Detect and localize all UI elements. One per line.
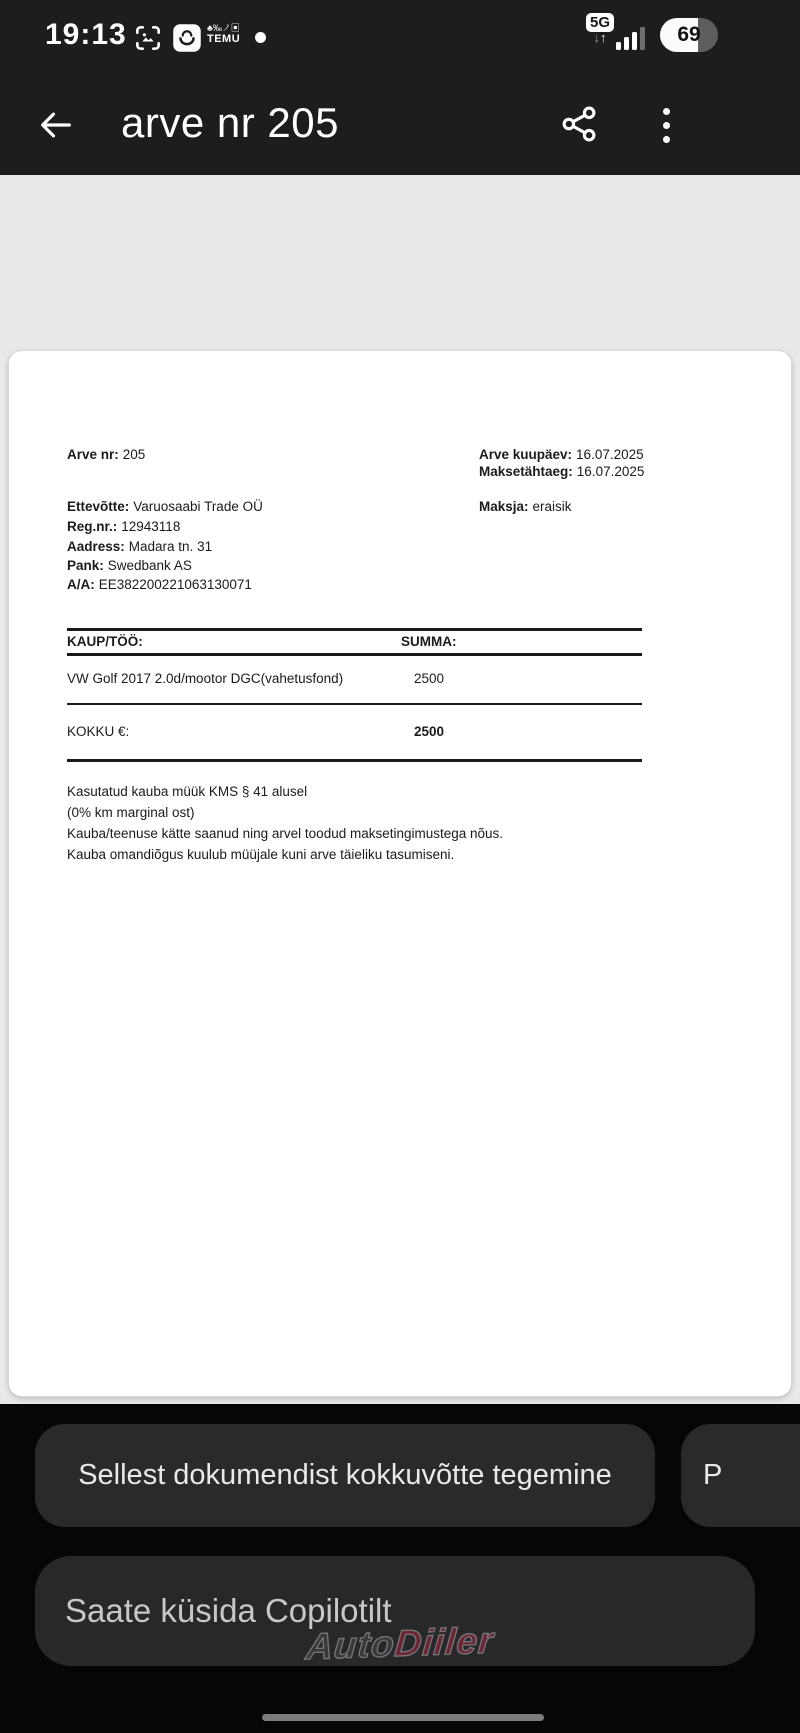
invoice-page — [8, 350, 792, 1397]
copilot-suggestion-summarize[interactable] — [35, 1424, 655, 1527]
address-field: Aadress: Madara tn. 31 — [67, 539, 213, 554]
company-field: Ettevõtte: Varuosaabi Trade OÜ — [67, 499, 263, 514]
battery-indicator — [660, 18, 718, 52]
table-row-sum: 2500 — [414, 671, 445, 686]
invoice-number-field: Arve nr: 205 — [67, 447, 146, 462]
total-label: KOKKU €: — [67, 724, 130, 739]
copilot-bottom-sheet — [0, 1404, 800, 1733]
terms-line: Kauba/teenuse kätte saanud ning arvel toodud maksetingimustega nõus. — [67, 826, 504, 841]
document-scroll-area[interactable] — [0, 175, 800, 1404]
invoice-date-field: Arve kuupäev: 16.07.2025 — [479, 447, 644, 462]
terms-line: Kasutatud kauba müük KMS § 41 alusel — [67, 784, 308, 799]
signal-strength-icon — [616, 26, 645, 50]
reg-number-field: Reg.nr.: 12943118 — [67, 519, 181, 534]
app-bar — [0, 75, 800, 175]
share-button[interactable] — [558, 103, 600, 145]
temu-word: TEMU — [207, 33, 241, 45]
table-border — [67, 759, 642, 762]
temu-bag-icon — [172, 23, 202, 53]
payer-field: Maksja: eraisik — [479, 499, 572, 514]
clock: 19:13 — [45, 18, 127, 51]
screenshot-icon — [132, 22, 164, 54]
battery-percent: 69 — [677, 23, 701, 46]
terms-line: (0% km marginal ost) — [67, 805, 195, 820]
suggestion-label: P — [703, 1459, 723, 1491]
table-border — [67, 653, 642, 656]
ask-placeholder: Saate küsida Copilotilt — [65, 1592, 392, 1629]
table-border — [67, 628, 642, 631]
gesture-bar[interactable] — [262, 1714, 544, 1721]
5g-badge: 5G — [586, 13, 614, 32]
table-header-sum: SUMMA: — [401, 634, 457, 649]
status-bar — [0, 0, 800, 75]
watermark-diiler: Diiler — [393, 1619, 496, 1665]
terms-line: Kauba omandiõgus kuulub müüjale kuni arve täieliku tasumiseni. — [67, 847, 455, 862]
table-row-item: VW Golf 2017 2.0d/mootor DGC(vahetusfond) — [67, 671, 344, 686]
notification-dot-icon — [255, 32, 266, 43]
due-date-field: Maksetähtaeg: 16.07.2025 — [479, 464, 645, 479]
overflow-menu-button[interactable] — [652, 103, 680, 147]
total-value: 2500 — [414, 724, 445, 739]
table-border — [67, 703, 642, 705]
temu-marks: ♣‰ノ▣ — [207, 23, 240, 33]
temu-text-icon — [207, 24, 240, 45]
page-title: arve nr 205 — [121, 99, 339, 146]
autodiiler-watermark — [304, 1620, 495, 1668]
account-field: A/A: EE382200221063130071 — [67, 577, 252, 592]
bank-field: Pank: Swedbank AS — [67, 558, 192, 573]
copilot-suggestion-partial[interactable] — [681, 1424, 800, 1527]
suggestion-label: Sellest dokumendist kokkuvõtte tegemine — [78, 1459, 612, 1491]
back-button[interactable] — [36, 105, 76, 145]
data-arrows-icon: ↓↑ — [593, 30, 607, 45]
network-type-indicator — [586, 13, 614, 44]
watermark-auto: Auto — [304, 1623, 397, 1668]
table-header-item: KAUP/TÖÖ: — [67, 634, 143, 649]
